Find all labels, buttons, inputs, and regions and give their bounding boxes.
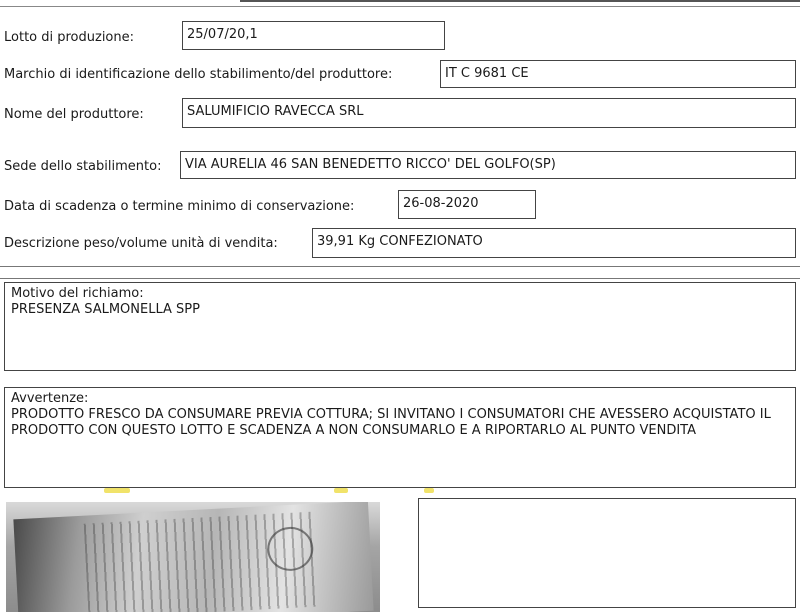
produttore-value: SALUMIFICIO RAVECCA SRL [182,98,796,128]
peso-value: 39,91 Kg CONFEZIONATO [312,228,796,258]
marchio-value: IT C 9681 CE [440,60,796,88]
separator-rule-lower [0,278,800,279]
avvertenze-text: PRODOTTO FRESCO DA CONSUMARE PREVIA COTTURA; SI INVITANO I CONSUMATORI CHE AVESSERO ACQUISTATO IL PRODOTTO CON QUESTO LOTTO E SCADENZA A NON CONSUMARLO E A RIPORTARLO AL PUNTO VENDITA [11,407,771,438]
top-rule [0,6,800,7]
motivo-text: PRESENZA SALMONELLA SPP [11,302,200,317]
marchio-label: Marchio di identificazione dello stabilimento/del produttore: [4,67,393,82]
avvertenze-section [4,387,796,488]
scadenza-value: 26-08-2020 [398,190,536,219]
lotto-value: 25/07/20,1 [182,21,445,50]
highlight-mark [104,488,130,493]
separator-rule [0,266,800,267]
highlight-mark [334,488,348,493]
empty-image-box [418,498,796,608]
produttore-label: Nome del produttore: [4,107,144,122]
avvertenze-title: Avvertenze: [11,391,89,406]
product-package-image [13,502,373,612]
scadenza-label: Data di scadenza o termine minimo di conservazione: [4,199,355,214]
peso-label: Descrizione peso/volume unità di vendita: [4,236,278,251]
product-photo [6,502,380,612]
motivo-section [4,282,796,371]
top-rule-accent [240,0,800,2]
motivo-title: Motivo del richiamo: [11,286,144,301]
highlight-mark [424,488,434,493]
sede-value: VIA AURELIA 46 SAN BENEDETTO RICCO' DEL GOLFO(SP) [180,151,796,179]
sede-label: Sede dello stabilimento: [4,159,162,174]
lotto-label: Lotto di produzione: [4,30,135,45]
